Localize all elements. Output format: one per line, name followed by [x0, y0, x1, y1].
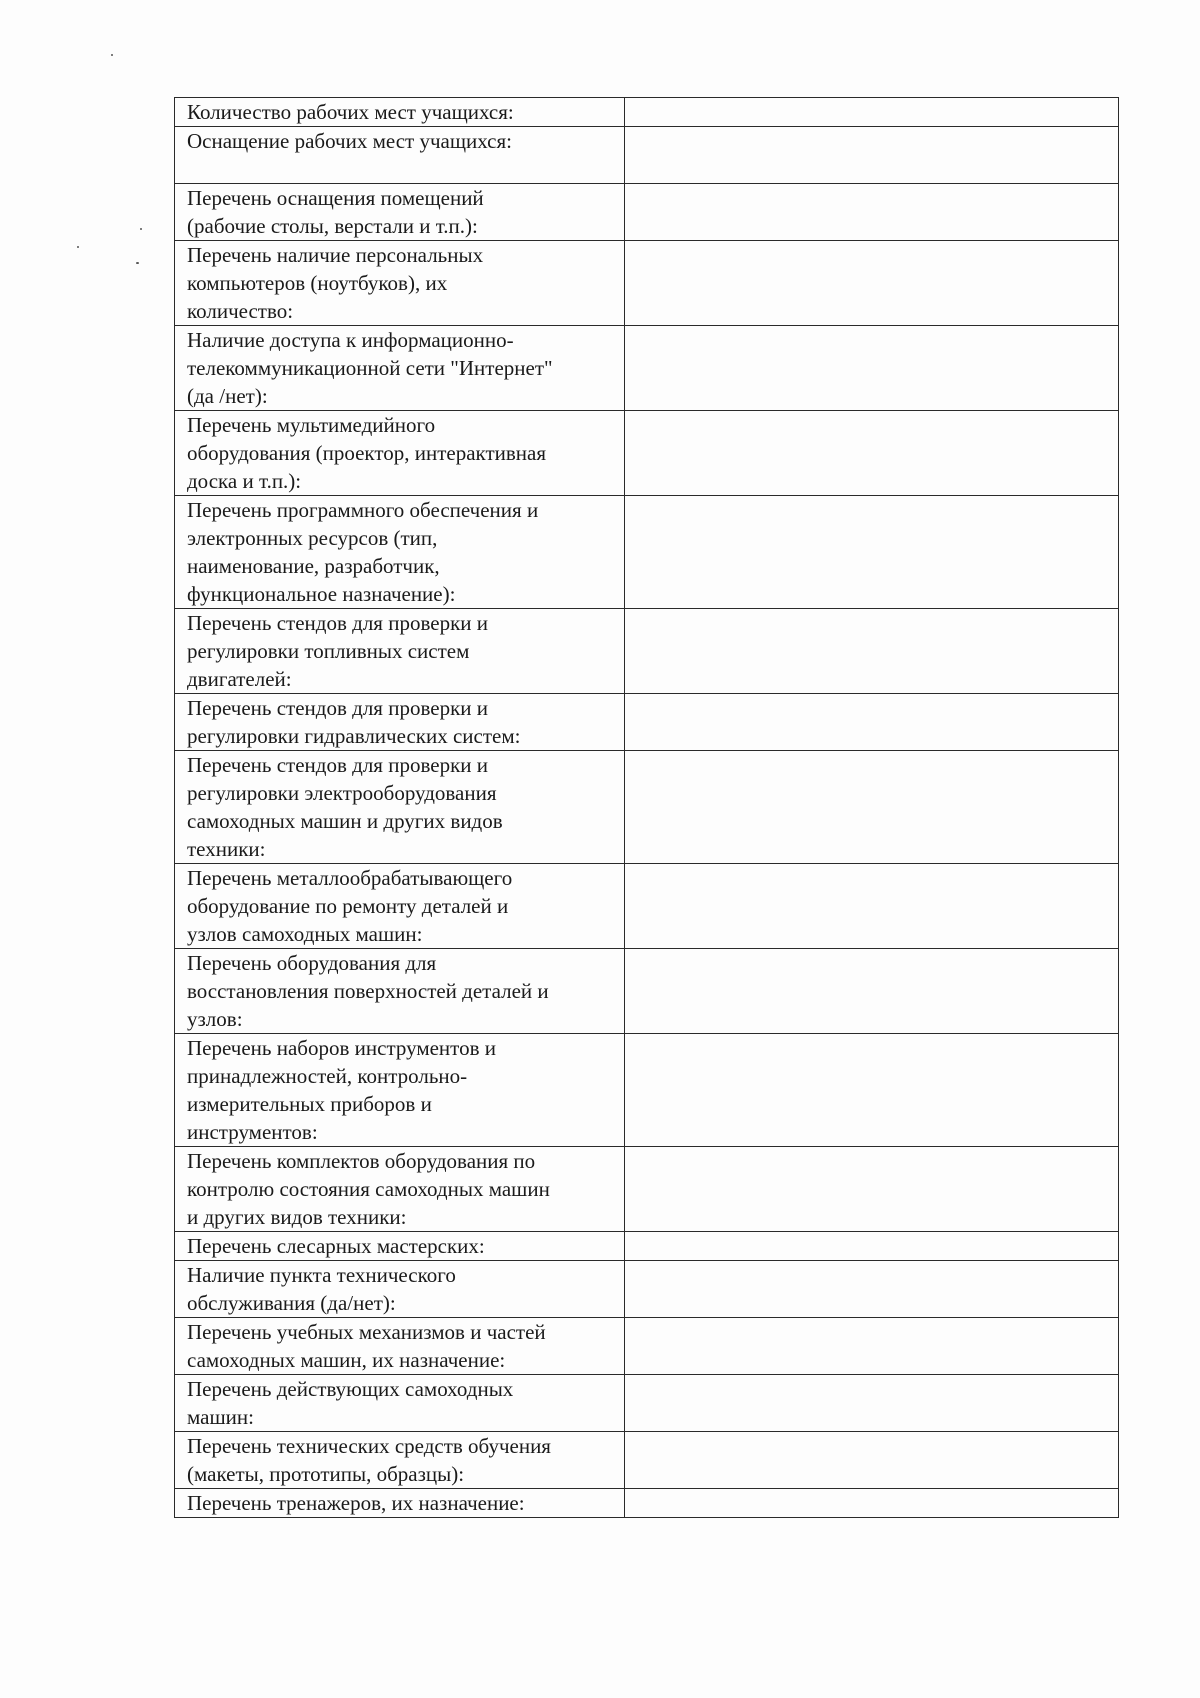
table-row — [175, 751, 1119, 864]
row-label-line: принадлежностей, контрольно- — [187, 1064, 468, 1088]
row-value-cell[interactable] — [625, 609, 1119, 694]
row-value-cell[interactable] — [625, 326, 1119, 411]
row-value-cell[interactable] — [625, 1261, 1119, 1318]
row-label-line: телекоммуникационной сети "Интернет" — [187, 356, 553, 380]
row-label-line: восстановления поверхностей деталей и — [187, 979, 549, 1003]
row-label-cell — [175, 184, 625, 241]
row-label-line: и других видов техники: — [187, 1205, 407, 1229]
row-label-cell — [175, 751, 625, 864]
row-label-cell — [175, 127, 625, 184]
row-label-line: регулировки топливных систем — [187, 639, 470, 663]
row-label-line: Наличие пункта технического — [187, 1263, 456, 1287]
row-label-line: Перечень комплектов оборудования по — [187, 1149, 536, 1173]
table-row — [175, 864, 1119, 949]
table-row — [175, 1489, 1119, 1518]
row-label — [187, 127, 620, 183]
scan-speck — [77, 246, 79, 248]
row-label — [187, 1034, 620, 1146]
row-value-cell[interactable] — [625, 184, 1119, 241]
row-label-line: Перечень стендов для проверки и — [187, 611, 488, 635]
row-label-cell — [175, 1375, 625, 1432]
table-row — [175, 184, 1119, 241]
table-row — [175, 241, 1119, 326]
row-value-cell[interactable] — [625, 694, 1119, 751]
row-label-line: измерительных приборов и — [187, 1092, 432, 1116]
row-label-line: Перечень стендов для проверки и — [187, 696, 488, 720]
row-value-cell[interactable] — [625, 1375, 1119, 1432]
row-label-line: (да /нет): — [187, 384, 268, 408]
row-label-line: количество: — [187, 299, 294, 323]
row-label-cell — [175, 241, 625, 326]
row-label-cell — [175, 949, 625, 1034]
row-label-line: Перечень действующих самоходных — [187, 1377, 514, 1401]
blank-line — [187, 155, 620, 183]
row-label-line: узлов самоходных машин: — [187, 922, 423, 946]
table-row — [175, 1232, 1119, 1261]
row-value-cell[interactable] — [625, 1147, 1119, 1232]
row-label-line: электронных ресурсов (тип, — [187, 526, 438, 550]
row-label-cell — [175, 1318, 625, 1375]
row-label-line: Наличие доступа к информационно- — [187, 328, 514, 352]
row-value-cell[interactable] — [625, 1232, 1119, 1261]
row-label-line: Оснащение рабочих мест учащихся: — [187, 129, 512, 153]
row-label — [187, 1432, 620, 1488]
row-label-line: Перечень тренажеров, их назначение: — [187, 1491, 525, 1515]
row-label-line: контролю состояния самоходных машин — [187, 1177, 550, 1201]
row-label-line: регулировки гидравлических систем: — [187, 724, 521, 748]
row-label-cell — [175, 1432, 625, 1489]
row-label-line: компьютеров (ноутбуков), их — [187, 271, 448, 295]
table-row — [175, 1375, 1119, 1432]
table-row — [175, 1034, 1119, 1147]
row-label-line: техники: — [187, 837, 266, 861]
row-label — [187, 1375, 620, 1431]
scan-speck — [111, 54, 113, 56]
row-label-line: Перечень стендов для проверки и — [187, 753, 488, 777]
scan-speck — [136, 262, 139, 264]
row-label — [187, 1261, 620, 1317]
row-label — [187, 751, 620, 863]
equipment-form-table — [174, 97, 1119, 1518]
row-label-line: Перечень наличие персональных — [187, 243, 484, 267]
row-label-cell — [175, 864, 625, 949]
row-label-cell — [175, 1034, 625, 1147]
row-label-line: Перечень оборудования для — [187, 951, 437, 975]
table-row — [175, 98, 1119, 127]
row-value-cell[interactable] — [625, 241, 1119, 326]
row-label — [187, 241, 620, 325]
row-value-cell[interactable] — [625, 411, 1119, 496]
row-value-cell[interactable] — [625, 127, 1119, 184]
table-row — [175, 1261, 1119, 1318]
table-row — [175, 694, 1119, 751]
row-label-line: оборудования (проектор, интерактивная — [187, 441, 547, 465]
row-label-line: (рабочие столы, верстали и т.п.): — [187, 214, 478, 238]
row-label — [187, 98, 620, 126]
row-label-cell — [175, 1261, 625, 1318]
row-label-line: Перечень технических средств обучения — [187, 1434, 551, 1458]
table-row — [175, 1147, 1119, 1232]
row-label — [187, 1318, 620, 1374]
row-label-line: инструментов: — [187, 1120, 318, 1144]
row-value-cell[interactable] — [625, 864, 1119, 949]
table-row — [175, 496, 1119, 609]
row-label-line: доска и т.п.): — [187, 469, 302, 493]
scan-speck — [140, 228, 142, 230]
row-label-line: функциональное назначение): — [187, 582, 456, 606]
row-label — [187, 1232, 620, 1260]
row-label-line: наименование, разработчик, — [187, 554, 440, 578]
row-label-cell — [175, 496, 625, 609]
row-label-line: оборудование по ремонту деталей и — [187, 894, 509, 918]
row-label-line: Перечень мультимедийного — [187, 413, 436, 437]
row-value-cell[interactable] — [625, 496, 1119, 609]
row-label-line: Перечень слесарных мастерских: — [187, 1234, 485, 1258]
row-label-cell — [175, 1147, 625, 1232]
row-label-line: обслуживания (да/нет): — [187, 1291, 396, 1315]
row-label-cell — [175, 411, 625, 496]
table-row — [175, 949, 1119, 1034]
row-label-line: машин: — [187, 1405, 254, 1429]
row-label — [187, 949, 620, 1033]
table-row — [175, 326, 1119, 411]
row-value-cell[interactable] — [625, 751, 1119, 864]
row-value-cell[interactable] — [625, 1034, 1119, 1147]
row-label-line: Перечень учебных механизмов и частей — [187, 1320, 546, 1344]
row-label-cell — [175, 1232, 625, 1261]
row-label-line: Перечень металлообрабатывающего — [187, 866, 513, 890]
row-label-line: Перечень программного обеспечения и — [187, 498, 539, 522]
row-label-line: Перечень наборов инструментов и — [187, 1036, 496, 1060]
row-label-line: (макеты, прототипы, образцы): — [187, 1462, 465, 1486]
row-label-line: Количество рабочих мест учащихся: — [187, 100, 514, 124]
table-body — [175, 98, 1119, 1518]
row-value-cell[interactable] — [625, 1489, 1119, 1518]
row-label — [187, 184, 620, 240]
row-label-cell — [175, 1489, 625, 1518]
row-label — [187, 864, 620, 948]
row-label-line: регулировки электрооборудования — [187, 781, 497, 805]
row-label-cell — [175, 326, 625, 411]
row-label-line: двигателей: — [187, 667, 292, 691]
row-label-line: самоходных машин, их назначение: — [187, 1348, 506, 1372]
row-label — [187, 694, 620, 750]
row-label — [187, 1489, 620, 1517]
table-row — [175, 609, 1119, 694]
row-label — [187, 1147, 620, 1231]
row-value-cell[interactable] — [625, 1318, 1119, 1375]
row-label — [187, 609, 620, 693]
row-label-line: Перечень оснащения помещений — [187, 186, 484, 210]
row-value-cell[interactable] — [625, 98, 1119, 127]
row-label-cell — [175, 609, 625, 694]
table-row — [175, 127, 1119, 184]
row-label-cell — [175, 98, 625, 127]
row-label-line: узлов: — [187, 1007, 243, 1031]
row-value-cell[interactable] — [625, 1432, 1119, 1489]
row-label-line: самоходных машин и других видов — [187, 809, 503, 833]
row-label — [187, 326, 620, 410]
row-label — [187, 496, 620, 608]
table-row — [175, 1432, 1119, 1489]
row-value-cell[interactable] — [625, 949, 1119, 1034]
row-label-cell — [175, 694, 625, 751]
table-row — [175, 411, 1119, 496]
table-row — [175, 1318, 1119, 1375]
row-label — [187, 411, 620, 495]
